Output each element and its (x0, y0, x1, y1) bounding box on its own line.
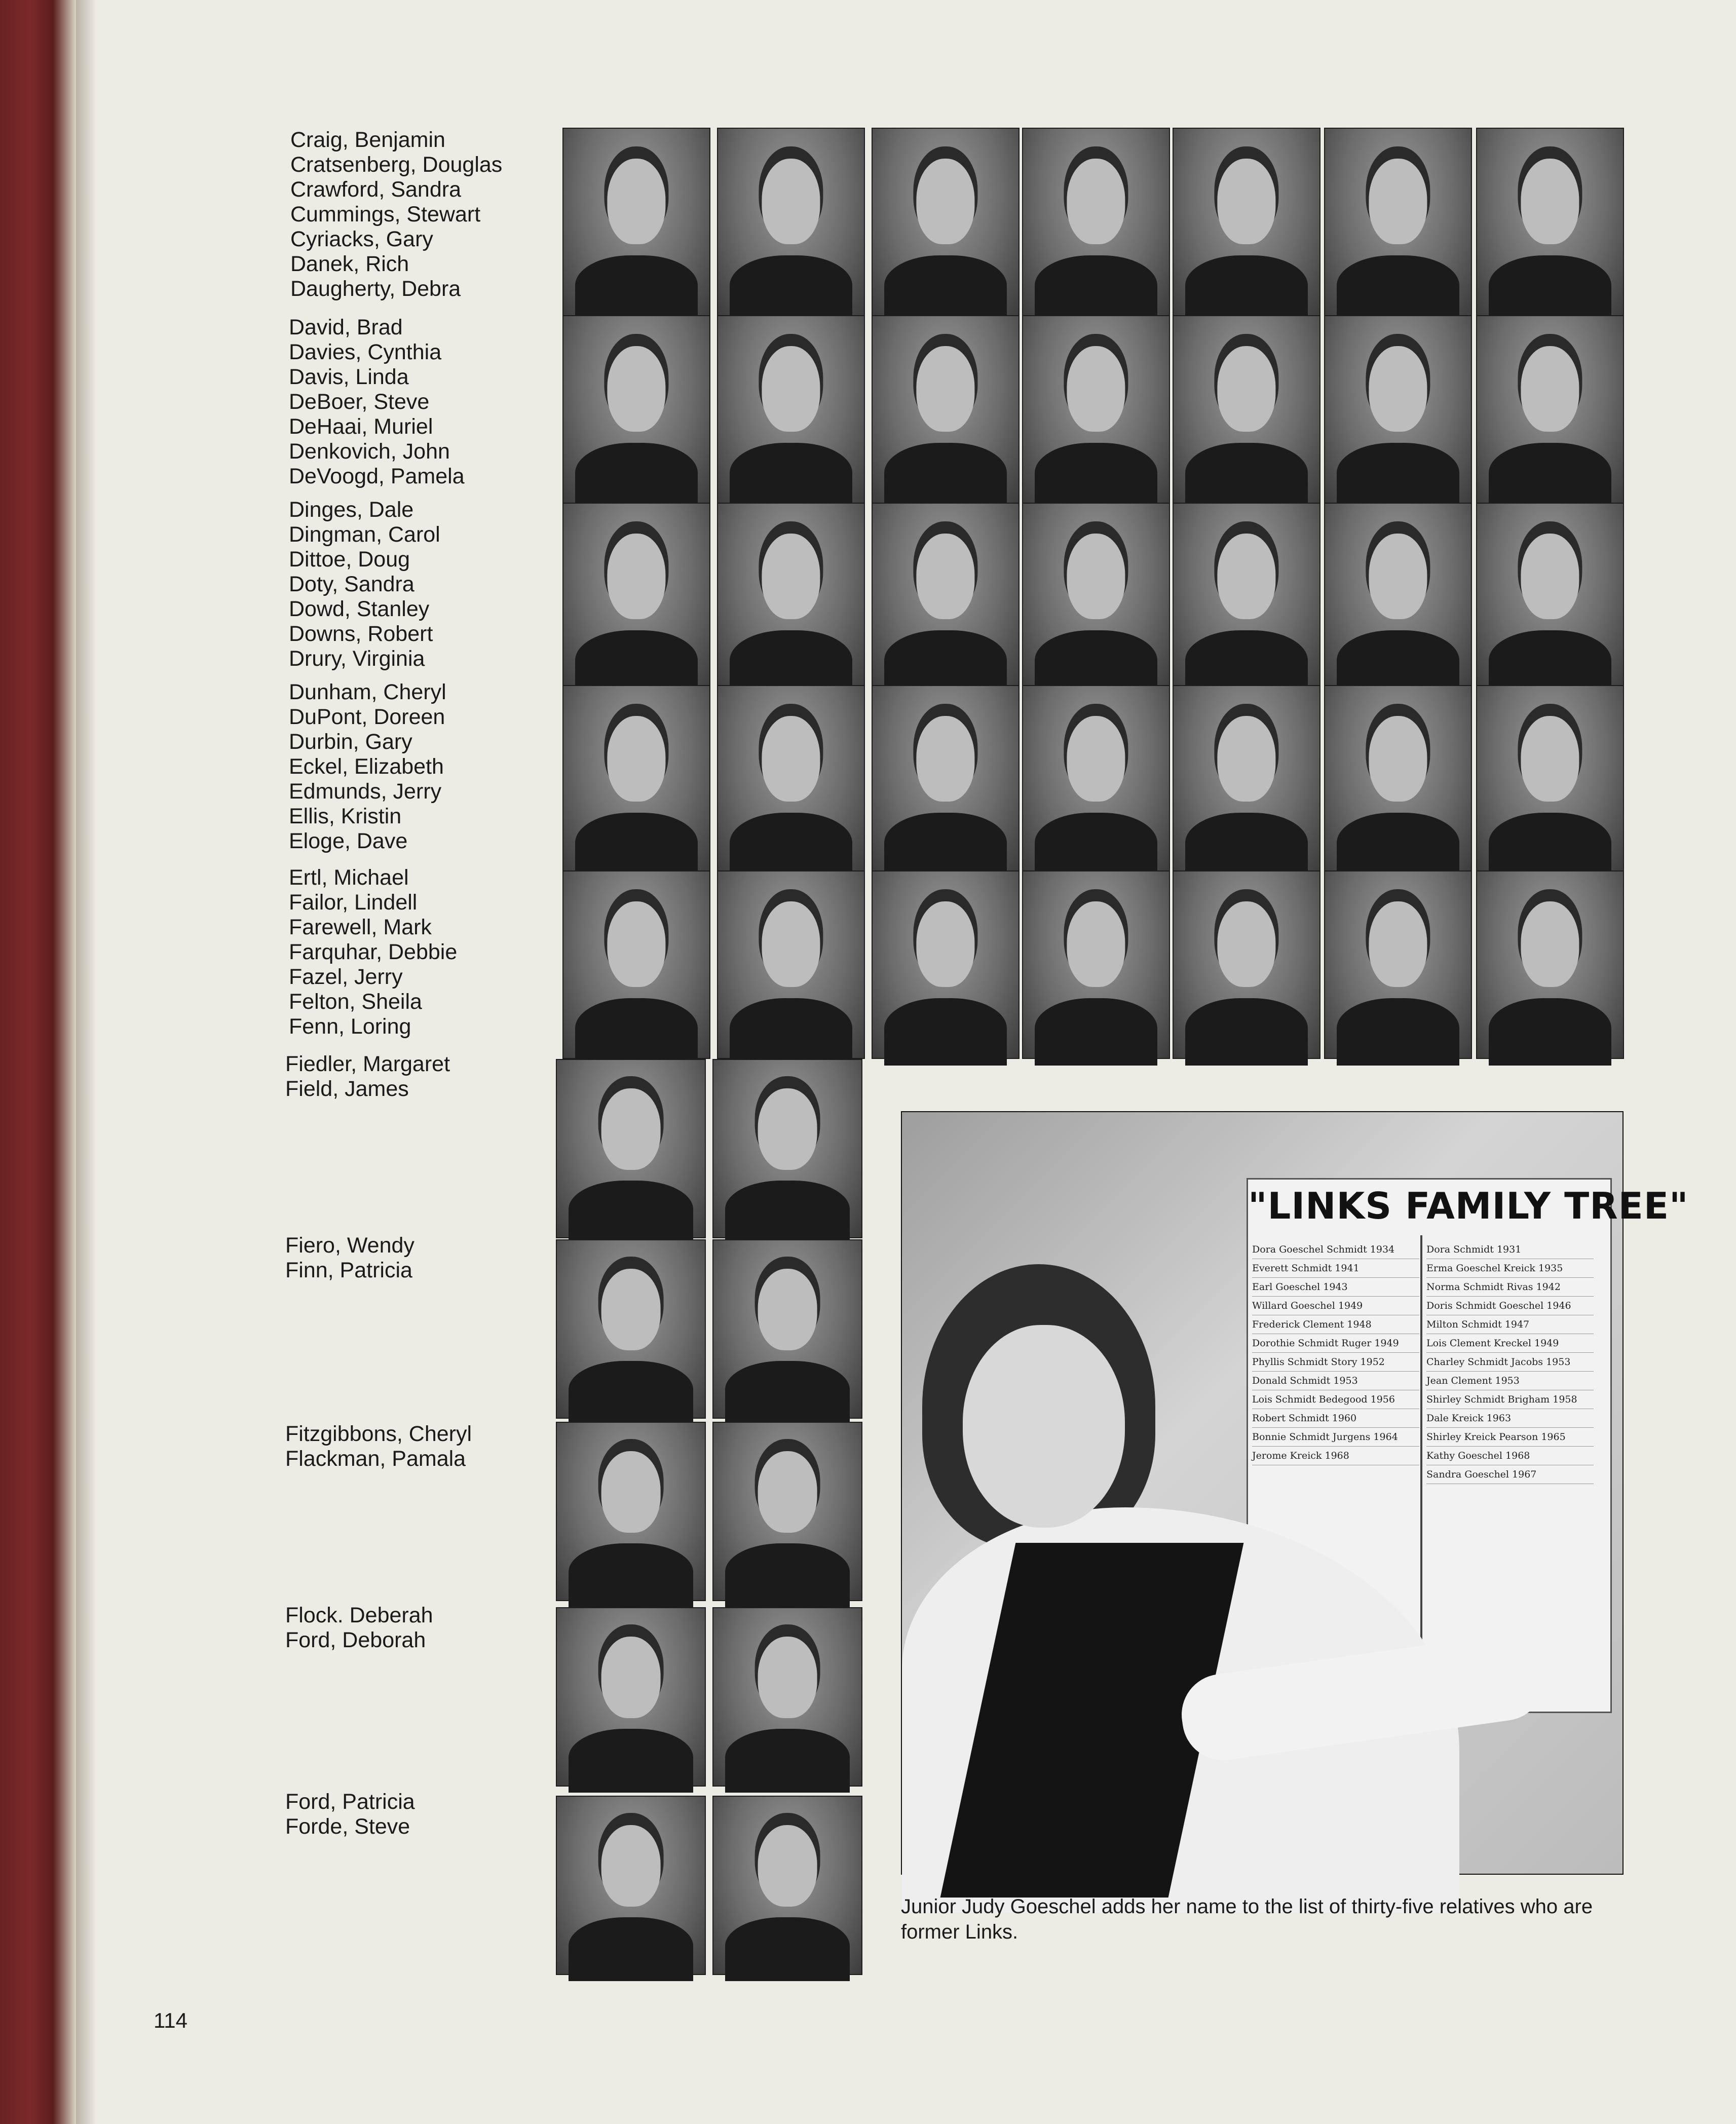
portrait-head (601, 1451, 661, 1533)
student-name: Fitzgibbons, Cheryl (285, 1422, 472, 1446)
chart-entry: Dale Kreick 1963 (1426, 1409, 1594, 1428)
name-list-1 (290, 128, 554, 301)
student-name: DuPont, Doreen (289, 705, 445, 729)
portrait-body (730, 998, 852, 1065)
student-portrait (1324, 315, 1472, 504)
chart-entry: Dora Schmidt 1931 (1426, 1240, 1594, 1259)
chart-entry: Charley Schmidt Jacobs 1953 (1426, 1353, 1594, 1372)
student-name: Felton, Sheila (289, 990, 422, 1014)
portrait-body (569, 1361, 693, 1425)
chart-entry: Frederick Clement 1948 (1252, 1315, 1419, 1334)
chart-entry: Bonnie Schmidt Jurgens 1964 (1252, 1428, 1419, 1447)
portrait-body (575, 813, 698, 880)
portrait-body (575, 255, 698, 322)
student-portrait (562, 503, 710, 691)
portrait-head (1521, 901, 1579, 987)
student-name: Finn, Patricia (285, 1258, 412, 1282)
chart-entry: Shirley Kreick Pearson 1965 (1426, 1428, 1594, 1447)
name-list-7 (285, 1233, 549, 1283)
portrait-head (758, 1825, 817, 1907)
page-gutter-shadow (76, 0, 96, 2124)
student-portrait (872, 685, 1020, 874)
chart-entry: Doris Schmidt Goeschel 1946 (1426, 1297, 1594, 1315)
student-portrait (1022, 685, 1170, 874)
student-face (963, 1325, 1125, 1528)
student-portrait (556, 1059, 706, 1238)
student-portrait (556, 1796, 706, 1975)
student-portrait (1476, 503, 1624, 691)
portrait-head (1521, 346, 1579, 432)
student-name: Farquhar, Debbie (289, 940, 458, 964)
chart-entry: Milton Schmidt 1947 (1426, 1315, 1594, 1334)
portrait-body (1337, 998, 1459, 1065)
student-portrait (1476, 315, 1624, 504)
portrait-body (1035, 443, 1157, 510)
student-name: Edmunds, Jerry (289, 779, 442, 804)
student-name: Daugherty, Debra (290, 277, 461, 301)
portrait-head (1369, 159, 1427, 244)
student-name: Dinges, Dale (289, 498, 414, 522)
student-name: Eloge, Dave (289, 829, 408, 853)
student-portrait (712, 1796, 862, 1975)
student-portrait (717, 685, 865, 874)
portrait-head (607, 159, 665, 244)
portrait-head (601, 1825, 661, 1907)
portrait-head (762, 346, 820, 432)
student-portrait (872, 128, 1020, 316)
student-name: Denkovich, John (289, 439, 450, 464)
portrait-head (1521, 716, 1579, 802)
portrait-head (1217, 716, 1275, 802)
student-portrait (1476, 128, 1624, 316)
portrait-body (884, 443, 1007, 510)
portrait-head (1067, 534, 1125, 619)
student-portrait (1476, 685, 1624, 874)
chart-entry: Donald Schmidt 1953 (1252, 1372, 1419, 1390)
student-name: Dittoe, Doug (289, 547, 410, 572)
book-binding (0, 0, 76, 2124)
chart-entry: Lois Schmidt Bedegood 1956 (1252, 1390, 1419, 1409)
student-portrait (562, 315, 710, 504)
portrait-body (1035, 813, 1157, 880)
portrait-head (762, 534, 820, 619)
student-name: Doty, Sandra (289, 572, 414, 596)
portrait-head (1067, 346, 1125, 432)
student-portrait (1173, 870, 1320, 1059)
portrait-head (758, 1088, 817, 1170)
portrait-head (601, 1088, 661, 1170)
portrait-body (1337, 813, 1459, 880)
student-portrait (556, 1422, 706, 1601)
portrait-head (1369, 346, 1427, 432)
chart-entry: Dorothie Schmidt Ruger 1949 (1252, 1334, 1419, 1353)
portrait-body (1337, 255, 1459, 322)
student-name: Flock. Deberah (285, 1603, 433, 1627)
student-name: Ellis, Kristin (289, 804, 402, 828)
chart-title: "LINKS FAMILY TREE" (1248, 1185, 1689, 1227)
student-portrait (1173, 503, 1320, 691)
student-name: Field, James (285, 1077, 409, 1101)
portrait-body (1185, 255, 1308, 322)
student-name: Drury, Virginia (289, 647, 425, 671)
portrait-body (884, 998, 1007, 1065)
name-list-5 (289, 865, 552, 1039)
portrait-head (916, 159, 974, 244)
student-name: Dingman, Carol (289, 522, 440, 547)
student-portrait (1324, 870, 1472, 1059)
portrait-head (916, 534, 974, 619)
portrait-head (1067, 716, 1125, 802)
chart-left-column (1252, 1240, 1419, 1465)
portrait-head (607, 716, 665, 802)
student-portrait (1022, 128, 1170, 316)
student-name: Crawford, Sandra (290, 177, 461, 202)
student-name: Farewell, Mark (289, 915, 432, 939)
portrait-body (1489, 813, 1611, 880)
student-name: Fazel, Jerry (289, 965, 403, 989)
portrait-head (607, 901, 665, 987)
chart-entry: Willard Goeschel 1949 (1252, 1297, 1419, 1315)
portrait-head (607, 534, 665, 619)
portrait-body (884, 813, 1007, 880)
chart-divider (1420, 1235, 1422, 1706)
student-portrait (872, 315, 1020, 504)
student-name: Dowd, Stanley (289, 597, 430, 621)
student-portrait (717, 128, 865, 316)
chart-entry: Jean Clement 1953 (1426, 1372, 1594, 1390)
photo-caption: Junior Judy Goeschel adds her name to the list of thirty-five relatives who are former Links. (901, 1895, 1593, 1943)
portrait-body (730, 443, 852, 510)
portrait-body (730, 813, 852, 880)
student-portrait (1173, 685, 1320, 874)
chart-entry: Dora Goeschel Schmidt 1934 (1252, 1240, 1419, 1259)
student-portrait (556, 1239, 706, 1419)
student-name: Cummings, Stewart (290, 202, 481, 226)
portrait-head (1369, 716, 1427, 802)
portrait-body (569, 1181, 693, 1244)
portrait-body (1035, 998, 1157, 1065)
student-name: Davies, Cynthia (289, 340, 442, 364)
portrait-head (758, 1637, 817, 1718)
chart-entry: Earl Goeschel 1943 (1252, 1278, 1419, 1297)
portrait-head (1217, 346, 1275, 432)
portrait-body (575, 443, 698, 510)
portrait-head (1369, 901, 1427, 987)
student-portrait (1173, 128, 1320, 316)
portrait-head (916, 901, 974, 987)
student-portrait (712, 1239, 862, 1419)
portrait-body (569, 1917, 693, 1981)
student-name: Ford, Patricia (285, 1790, 415, 1814)
portrait-head (607, 346, 665, 432)
student-name: Durbin, Gary (289, 730, 412, 754)
portrait-head (601, 1637, 661, 1718)
student-portrait (1022, 315, 1170, 504)
portrait-head (758, 1451, 817, 1533)
student-name: DeBoer, Steve (289, 390, 430, 414)
student-portrait (717, 315, 865, 504)
chart-entry: Shirley Schmidt Brigham 1958 (1426, 1390, 1594, 1409)
portrait-body (730, 255, 852, 322)
student-name: Cyriacks, Gary (290, 227, 433, 251)
student-name: Davis, Linda (289, 365, 409, 389)
student-name: DeHaai, Muriel (289, 414, 433, 439)
portrait-head (762, 901, 820, 987)
chart-entry: Kathy Goeschel 1968 (1426, 1447, 1594, 1465)
student-portrait (872, 503, 1020, 691)
portrait-head (1521, 534, 1579, 619)
portrait-body (884, 255, 1007, 322)
portrait-head (1521, 159, 1579, 244)
student-name: Forde, Steve (285, 1814, 410, 1839)
portrait-head (758, 1269, 817, 1350)
student-portrait (717, 503, 865, 691)
student-name: David, Brad (289, 315, 403, 339)
student-portrait (1324, 128, 1472, 316)
student-name: Failor, Lindell (289, 890, 418, 915)
student-portrait (872, 870, 1020, 1059)
student-name: Fiero, Wendy (285, 1233, 414, 1258)
chart-entry: Norma Schmidt Rivas 1942 (1426, 1278, 1594, 1297)
student-portrait (562, 685, 710, 874)
portrait-body (1489, 998, 1611, 1065)
portrait-head (762, 159, 820, 244)
student-name: Fenn, Loring (289, 1014, 411, 1039)
portrait-body (569, 1543, 693, 1607)
chart-entry: Sandra Goeschel 1967 (1426, 1465, 1594, 1484)
student-portrait (1022, 870, 1170, 1059)
student-name: Danek, Rich (290, 252, 409, 276)
portrait-body (1185, 813, 1308, 880)
portrait-body (1489, 443, 1611, 510)
student-portrait (712, 1059, 862, 1238)
student-name: Fiedler, Margaret (285, 1052, 450, 1076)
student-portrait (1324, 685, 1472, 874)
chart-entry: Robert Schmidt 1960 (1252, 1409, 1419, 1428)
portrait-body (575, 998, 698, 1065)
portrait-head (1369, 534, 1427, 619)
student-portrait (717, 870, 865, 1059)
portrait-head (762, 716, 820, 802)
name-list-4 (289, 680, 552, 854)
portrait-body (1185, 443, 1308, 510)
student-name: Ertl, Michael (289, 865, 409, 890)
portrait-body (725, 1181, 849, 1244)
portrait-head (1217, 901, 1275, 987)
student-name: DeVoogd, Pamela (289, 464, 465, 488)
student-portrait (1476, 870, 1624, 1059)
portrait-body (569, 1729, 693, 1793)
portrait-body (1035, 255, 1157, 322)
student-portrait (556, 1607, 706, 1787)
portrait-head (1217, 159, 1275, 244)
chart-right-column (1426, 1240, 1594, 1484)
portrait-head (1067, 901, 1125, 987)
portrait-head (1217, 534, 1275, 619)
name-list-9 (285, 1603, 549, 1653)
student-portrait (712, 1422, 862, 1601)
student-name: Dunham, Cheryl (289, 680, 446, 704)
portrait-body (725, 1543, 849, 1607)
student-portrait (562, 128, 710, 316)
name-list-8 (285, 1422, 549, 1471)
name-list-6 (285, 1052, 549, 1102)
student-portrait (712, 1607, 862, 1787)
feature-photo (901, 1111, 1689, 1875)
chart-entry: Everett Schmidt 1941 (1252, 1259, 1419, 1278)
name-list-10 (285, 1790, 549, 1839)
student-name: Downs, Robert (289, 622, 433, 646)
portrait-body (1337, 443, 1459, 510)
portrait-head (601, 1269, 661, 1350)
portrait-head (916, 346, 974, 432)
student-portrait (562, 870, 710, 1059)
student-portrait (1022, 503, 1170, 691)
chart-entry: Phyllis Schmidt Story 1952 (1252, 1353, 1419, 1372)
portrait-body (725, 1361, 849, 1425)
portrait-body (1489, 255, 1611, 322)
chart-entry: Lois Clement Kreckel 1949 (1426, 1334, 1594, 1353)
name-list-2 (289, 315, 552, 489)
chart-entry: Erma Goeschel Kreick 1935 (1426, 1259, 1594, 1278)
portrait-head (1067, 159, 1125, 244)
portrait-head (916, 716, 974, 802)
student-name: Cratsenberg, Douglas (290, 153, 503, 177)
student-name: Craig, Benjamin (290, 128, 445, 152)
student-portrait (1173, 315, 1320, 504)
student-name: Flackman, Pamala (285, 1447, 466, 1471)
student-name: Eckel, Elizabeth (289, 754, 444, 779)
page-number: 114 (154, 2008, 187, 2032)
chart-entry: Jerome Kreick 1968 (1252, 1447, 1419, 1465)
name-list-3 (289, 498, 552, 671)
portrait-body (1185, 998, 1308, 1065)
portrait-body (725, 1917, 849, 1981)
portrait-body (725, 1729, 849, 1793)
student-portrait (1324, 503, 1472, 691)
student-name: Ford, Deborah (285, 1628, 426, 1652)
